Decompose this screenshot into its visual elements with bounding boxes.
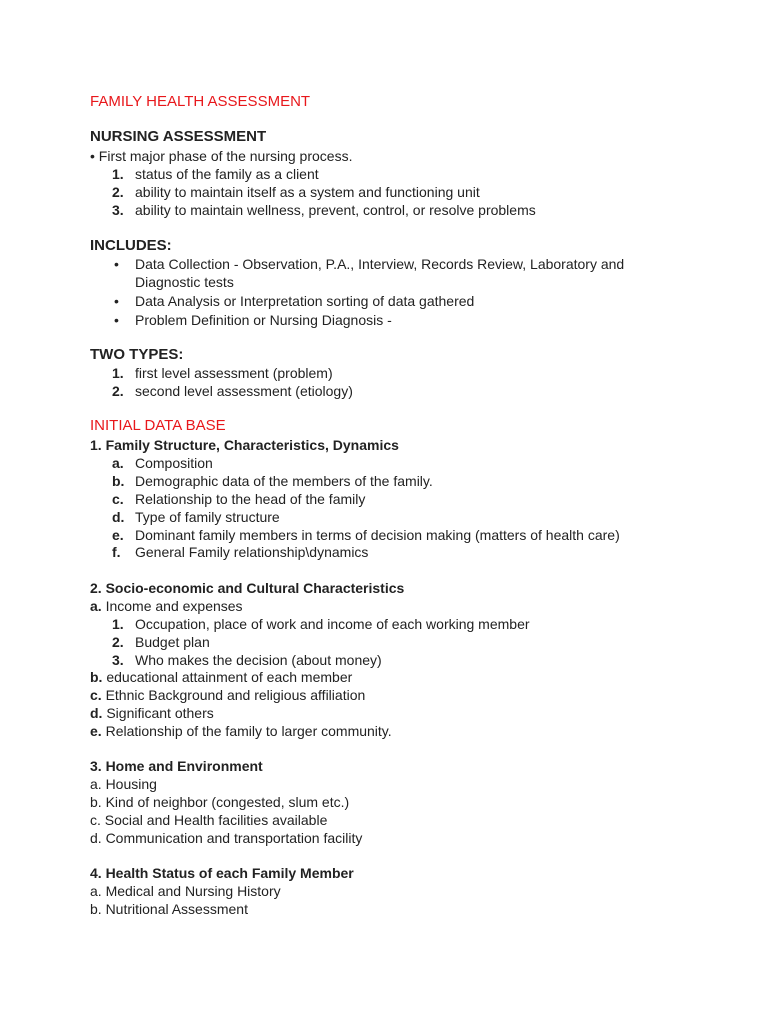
list-item: Dominant family members in terms of decision making (matters of health care) (135, 527, 620, 543)
list-item: Type of family structure (135, 509, 280, 525)
list-marker: d. (90, 705, 103, 721)
list-marker: e. (90, 723, 102, 739)
list-marker: 1. (112, 365, 124, 381)
list-item: second level assessment (etiology) (135, 383, 353, 399)
bullet-icon: • (114, 312, 119, 328)
list-item-text: Significant others (102, 705, 214, 721)
initial-data-base-heading: INITIAL DATA BASE (90, 417, 226, 434)
section-2-item-c (90, 686, 365, 704)
list-marker: 2. (112, 634, 124, 650)
list-item: ability to maintain wellness, prevent, control, or resolve problems (135, 202, 536, 218)
list-marker: a. (90, 598, 102, 614)
list-marker: 3. (112, 202, 124, 218)
list-marker: a. (112, 455, 124, 471)
list-item-text: Income and expenses (101, 598, 243, 614)
section-4-heading: 4. Health Status of each Family Member (90, 865, 354, 881)
list-marker: 1. (112, 166, 124, 182)
list-marker: 2. (112, 383, 124, 399)
list-marker: b. (90, 669, 103, 685)
list-item: Data Analysis or Interpretation sorting of data gathered (135, 293, 475, 309)
list-marker: c. (112, 491, 124, 507)
list-item: first level assessment (problem) (135, 365, 333, 381)
list-item: Composition (135, 455, 213, 471)
list-item: Problem Definition or Nursing Diagnosis - (135, 312, 392, 328)
list-marker: 3. (112, 652, 124, 668)
list-item: Data Collection - Observation, P.A., Interview, Records Review, Laboratory and (135, 256, 625, 272)
section-2-item-a (90, 597, 243, 615)
list-item-text: Relationship of the family to larger community. (101, 723, 392, 739)
list-marker: 2. (112, 184, 124, 200)
list-item: d. Communication and transportation facility (90, 830, 363, 846)
list-item: Budget plan (135, 634, 210, 650)
nursing-assessment-heading: NURSING ASSESSMENT (90, 128, 267, 145)
section-2-item-d (90, 704, 214, 722)
list-marker: c. (90, 687, 102, 703)
section-3-heading: 3. Home and Environment (90, 758, 263, 774)
list-item: Relationship to the head of the family (135, 491, 366, 507)
list-marker: b. (112, 473, 125, 489)
list-marker: f. (112, 544, 121, 560)
list-item: a. Medical and Nursing History (90, 883, 281, 899)
bullet-icon: • (114, 256, 119, 272)
list-item: b. Kind of neighbor (congested, slum etc.) (90, 794, 350, 810)
list-item: b. Nutritional Assessment (90, 901, 248, 917)
list-item: c. Social and Health facilities available (90, 812, 328, 828)
list-item: a. Housing (90, 776, 157, 792)
list-item: Who makes the decision (about money) (135, 652, 382, 668)
list-marker: 1. (112, 616, 124, 632)
list-item: Occupation, place of work and income of each working member (135, 616, 530, 632)
list-item-text: Ethnic Background and religious affiliation (101, 687, 366, 703)
list-marker: d. (112, 509, 125, 525)
bullet-icon: • (114, 293, 119, 309)
includes-heading: INCLUDES: (90, 237, 172, 254)
list-item: Demographic data of the members of the family. (135, 473, 433, 489)
list-item-continued: Diagnostic tests (135, 274, 234, 290)
list-marker: e. (112, 527, 124, 543)
document-title: FAMILY HEALTH ASSESSMENT (90, 93, 311, 110)
section-1-heading: 1. Family Structure, Characteristics, Dynamics (90, 437, 399, 453)
nursing-intro: • First major phase of the nursing process. (90, 148, 353, 164)
list-item: ability to maintain itself as a system and functioning unit (135, 184, 480, 200)
list-item: status of the family as a client (135, 166, 319, 182)
list-item: General Family relationship\dynamics (135, 544, 369, 560)
section-2-item-e (90, 722, 392, 740)
section-2-heading: 2. Socio-economic and Cultural Characteristics (90, 580, 405, 596)
two-types-heading: TWO TYPES: (90, 346, 184, 363)
section-2-item-b (90, 668, 352, 686)
list-item-text: educational attainment of each member (102, 669, 353, 685)
